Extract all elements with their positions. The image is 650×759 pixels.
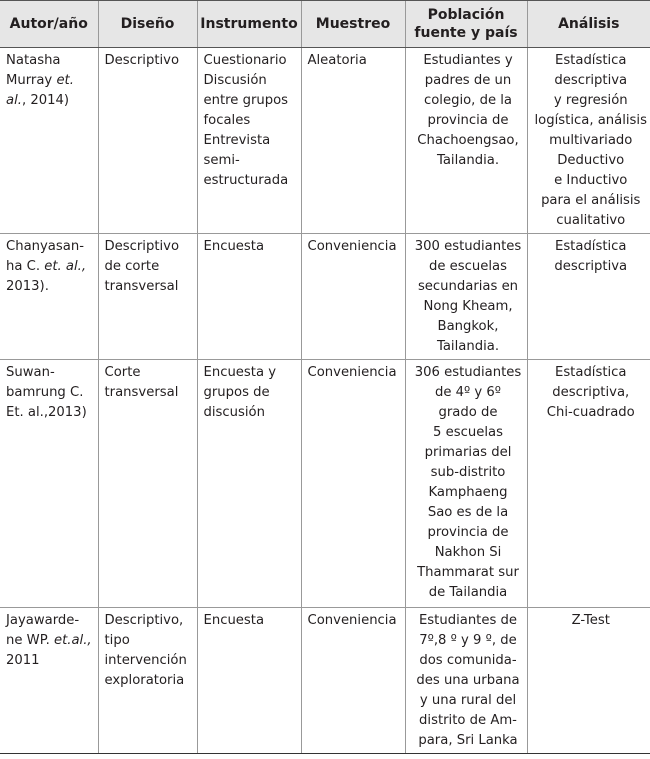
cell-line: transversal [104,279,179,294]
cell-diseno [98,608,197,754]
cell-line: descriptiva [554,73,628,88]
cell-line: Chachoengsao, [417,133,519,148]
cell-text-italic: et. [56,73,74,88]
cell-line: 2013). [6,279,49,294]
cell-line: 306 estudiantes [414,365,522,380]
cell-autor [0,608,98,754]
cell-line: Descriptivo [104,239,180,254]
cell-line: de escuelas [429,259,507,274]
cell-line: 2011 [6,653,40,668]
cell-line: Chi-cuadrado [546,405,635,420]
cell-line: secundarias en [417,279,519,294]
cell-line: logística, análisis [534,113,647,128]
cell-line: colegio, de la [423,93,512,108]
cell-line: Cuestionario [203,53,287,68]
cell-analisis [527,608,650,754]
cell-muestreo [301,48,405,234]
cell-line: Estadística [554,53,627,68]
cell-line: Jayawarde- [6,613,80,628]
cell-line: para, Sri Lanka [418,733,518,748]
cell-line [6,91,96,111]
header-poblacion [405,1,527,48]
cell-line: Corte [104,365,141,380]
cell-analisis [527,234,650,360]
header-row [0,1,650,48]
cell-line: provincia de [427,525,509,540]
cell-line: provincia de [427,113,509,128]
cell-line: des una urbana [416,673,520,688]
cell-autor [0,48,98,234]
table-row [0,360,650,608]
cell-line: estructurada [203,173,289,188]
cell-diseno [98,234,197,360]
cell-line [6,71,96,91]
cell-line: padres de un [424,73,512,88]
cell-text: ha C. [6,259,45,274]
cell-line: Encuesta [203,239,265,254]
cell-line: Tailandia. [436,153,500,168]
header-diseno: Diseño [98,1,197,48]
cell-line: de Tailandia [428,585,508,600]
cell-line [6,631,96,651]
cell-line: Descriptivo, [104,613,184,628]
cell-text-italic: et.al., [53,633,92,648]
cell-line: Deductivo [557,153,625,168]
cell-line: Conveniencia [307,239,397,254]
cell-poblacion [405,48,527,234]
cell-autor [0,360,98,608]
cell-text: , 2014) [21,93,70,108]
cell-text-italic: et. al., [44,259,87,274]
cell-line: Z-Test [571,613,610,628]
cell-line: Thammarat sur [417,565,519,580]
cell-analisis [527,48,650,234]
cell-line: y regresión [553,93,628,108]
cell-line: distrito de Am- [419,713,517,728]
cell-line: Descriptivo [104,53,180,68]
header-instrumento: Instrumento [197,1,301,48]
cell-poblacion [405,360,527,608]
cell-line: tipo [104,633,130,648]
cell-line: para el análisis [541,193,641,208]
cell-line: e Inductivo [554,173,628,188]
cell-diseno [98,48,197,234]
table-row [0,608,650,754]
cell-line: entre grupos [203,93,289,108]
cell-line [6,257,96,277]
cell-line: intervención [104,653,187,668]
cell-line: 7º,8 º y 9 º, de [419,633,517,648]
table-row [0,234,650,360]
cell-instrumento [197,360,301,608]
cell-instrumento [197,48,301,234]
cell-line: Discusión [203,73,267,88]
cell-line: transversal [104,385,179,400]
cell-line: Estudiantes y [423,53,513,68]
cell-line: Conveniencia [307,365,397,380]
cell-instrumento [197,608,301,754]
cell-line: 300 estudiantes [414,239,522,254]
cell-autor [0,234,98,360]
cell-line: cualitativo [556,213,626,228]
cell-line: Nong Kheam, [423,299,513,314]
cell-line: exploratoria [104,673,185,688]
cell-line: semi- [203,153,240,168]
cell-line: Estudiantes de [418,613,518,628]
header-poblacion-line1: Población [427,7,505,23]
cell-line: Suwan- [6,365,55,380]
cell-line: descriptiva [554,259,628,274]
cell-line: Entrevista [203,133,271,148]
cell-line: de 4º y 6º [434,385,502,400]
cell-line: discusión [203,405,265,420]
cell-line: dos comunida- [419,653,517,668]
header-muestreo: Muestreo [301,1,405,48]
cell-line: focales [203,113,251,128]
cell-muestreo [301,608,405,754]
cell-text-italic: al. [6,93,22,108]
cell-line: bamrung C. [6,385,84,400]
cell-line: Kamphaeng [428,485,508,500]
cell-line: Chanyasan- [6,239,84,254]
cell-text: Murray [6,73,57,88]
cell-line: Natasha [6,53,61,68]
cell-instrumento [197,234,301,360]
cell-line: 5 escuelas [433,425,503,440]
cell-line: de corte [104,259,160,274]
cell-poblacion [405,234,527,360]
cell-text: ne WP. [6,633,54,648]
cell-line: Bangkok, [437,319,499,334]
cell-muestreo [301,234,405,360]
cell-line: Et. al.,2013) [6,405,87,420]
header-analisis: Análisis [527,1,650,48]
cell-line: primarias del [424,445,512,460]
cell-diseno [98,360,197,608]
cell-analisis [527,360,650,608]
cell-line: Encuesta [203,613,265,628]
cell-line: grado de [438,405,498,420]
cell-line: Encuesta y [203,365,277,380]
cell-line: Nakhon Si [434,545,502,560]
cell-line: Sao es de la [427,505,509,520]
cell-line: multivariado [549,133,633,148]
cell-line: Estadística [554,239,627,254]
cell-line: descriptiva, [552,385,630,400]
header-poblacion-line2: fuente y país [414,25,518,41]
cell-poblacion [405,608,527,754]
cell-line: y una rural del [419,693,517,708]
cell-line: Conveniencia [307,613,397,628]
cell-line: Tailandia. [436,339,500,354]
cell-muestreo [301,360,405,608]
cell-line: Aleatoria [307,53,367,68]
cell-line: sub-distrito [430,465,506,480]
header-autor: Autor/año [0,1,98,48]
table-row [0,48,650,234]
cell-line: Estadística [554,365,627,380]
cell-line: grupos de [203,385,270,400]
